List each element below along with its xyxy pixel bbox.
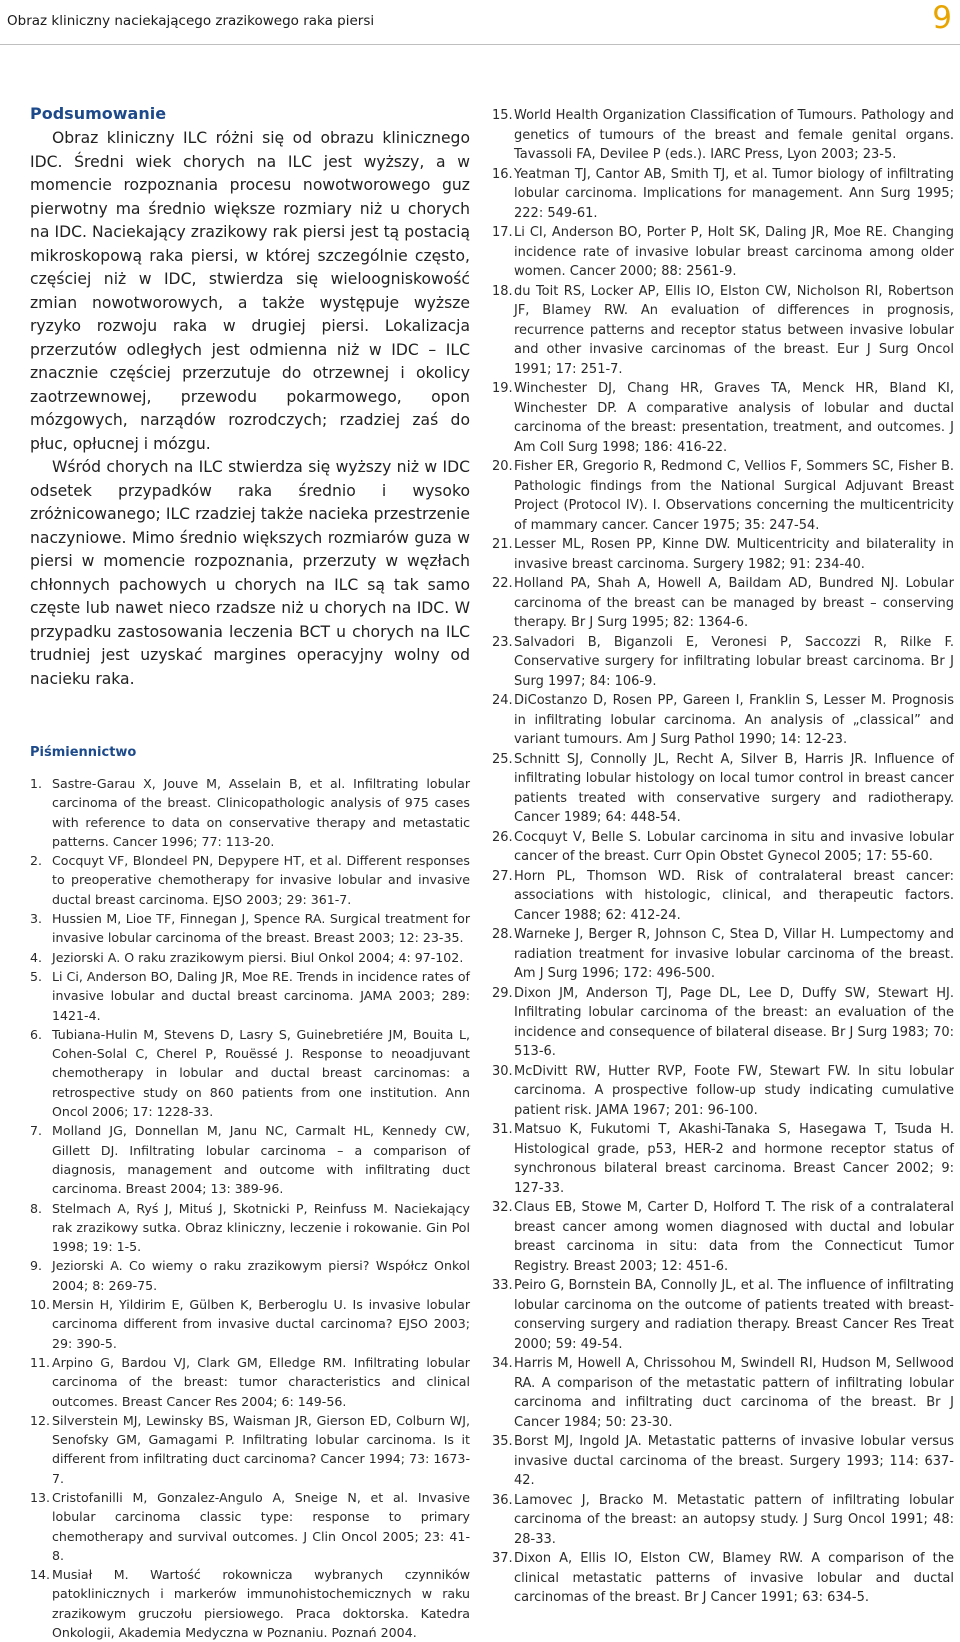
reference-text: McDivitt RW, Hutter RVP, Foote FW, Stewart FW. In situ lobular carcinoma. A prospective follow-up study indicating cumulative patient risk. JAMA 1967; 201: 96-100. [514, 1063, 954, 1118]
reference-text: DiCostanzo D, Rosen PP, Gareen I, Franklin S, Lesser M. Prognosis in infiltrating lobular carcinoma. An analysis of „classical” and variant tumours. Am J Surg Pathol 1990; 14: 12-23. [514, 693, 954, 747]
reference-text: Tubiana-Hulin M, Stevens D, Lasry S, Guinebretiére JM, Bouita L, Cohen-Solal C, Cherel P, Rouëssé J. Response to neoadjuvant chemotherapy in lobular and ductal breast carcinomas: a retrospective study on 860 patients from one institution. Ann Oncol 2006; 17: 1228-33. [52, 1026, 470, 1120]
reference-text: Stelmach A, Ryś J, Mituś J, Skotnicki P, Reinfuss M. Naciekający rak zrazikowy sutka. Obraz kliniczny, leczenie i rokowanie. Gin Pol 1998; 19: 1-5. [52, 1200, 470, 1255]
reference-number: 3. [30, 911, 43, 927]
reference-number: 26. [492, 829, 513, 845]
reference-item [492, 1120, 954, 1198]
reference-text: Musiał M. Wartość rokownicza wybranych czynników patoklinicznych i markerów immunohistochemicznych w raku zrazikowym gruczołu piersiowego. Praca doktorska. Katedra Onkologii, Akademia Medyczna w Poznaniu. Poznań 2004. [52, 1567, 470, 1641]
reference-number: 8. [30, 1200, 43, 1216]
reference-item [492, 1354, 954, 1432]
reference-number: 22. [492, 576, 513, 591]
references-list-right [492, 106, 954, 1608]
reference-item [492, 165, 954, 224]
reference-text: Harris M, Howell A, Chrissohou M, Swindell RI, Hudson M, Sellwood RA. A comparison of the metastatic pattern of infiltrating lobular carcinoma and infiltrating duct carcinoma of the breast. Br J Cancer 1984; 50: 23-30. [514, 1356, 954, 1430]
reference-item [492, 1432, 954, 1491]
reference-item [30, 1256, 470, 1295]
reference-item [30, 1353, 470, 1411]
reference-number: 32. [492, 1200, 513, 1215]
reference-number: 16. [492, 166, 513, 182]
reference-text: Borst MJ, Ingold JA. Metastatic patterns of invasive lobular versus invasive ductal carcinoma of the breast. Surgery 1993; 114: 637-42. [514, 1434, 954, 1488]
reference-number: 17. [492, 225, 513, 240]
reference-item [492, 223, 954, 282]
reference-text: Warneke J, Berger R, Johnson C, Stea D, Villar H. Lumpectomy and radiation treatment for invasive lobular carcinoma of the breast. Am J Surg 1996; 172: 496-500. [514, 927, 954, 981]
reference-number: 7. [30, 1123, 43, 1139]
reference-item [30, 1295, 470, 1353]
reference-number: 9. [30, 1258, 43, 1274]
reference-number: 10. [30, 1297, 51, 1313]
reference-text: Peiro G, Bornstein BA, Connolly JL, et al. The influence of infiltrating lobular carcinoma on the outcome of patients treated with breast-conserving surgery and radiation therapy. Breast Cancer Res Treat 2000; 59: 49-54. [514, 1278, 954, 1352]
reference-text: Claus EB, Stowe M, Carter D, Holford T. The risk of a contralateral breast cancer among women diagnosed with ductal and lobular breast carcinoma in situ: data from the Connecticut Tumor Registry. Breast 2003; 12: 451-6. [514, 1200, 954, 1274]
reference-item [30, 1565, 470, 1642]
reference-text: Jeziorski A. Co wiemy o raku zrazikowym piersi? Współcz Onkol 2004; 8: 269-75. [52, 1258, 470, 1293]
reference-item [30, 1411, 470, 1488]
reference-item [492, 828, 954, 867]
running-title: Obraz kliniczny naciekającego zrazikowego raka piersi [7, 13, 375, 29]
reference-number: 35. [492, 1434, 513, 1449]
reference-number: 19. [492, 381, 513, 396]
reference-item [492, 379, 954, 457]
reference-item [30, 851, 470, 909]
reference-text: Molland JG, Donnellan M, Janu NC, Carmalt HL, Kennedy CW, Gillett DJ. Infiltrating lobular carcinoma – a comparison of diagnosis, management and outcome with infiltrating duct carcinoma. Breast 2004; 13: 389-96. [52, 1123, 470, 1197]
summary-paragraph: Obraz kliniczny ILC różni się od obrazu klinicznego IDC. Średni wiek chorych na ILC jest wyższy, a w momencie rozpoznania procesu nowotworowego guz pierwotny ma średnio większe rozmiary niż u chorych na IDC. Naciekający zrazikowy rak piersi jest tą postacią mikroskopową raka piersi, w której szczególnie często, częściej niż w IDC, stwierdza się wieloogniskowość zmian nowotworowych, a także występuje wyższe ryzyko rozwoju raka w drugiej piersi. Lokalizacja przerzutów odległych jest odmienna niż w IDC – ILC znacznie częściej przerzutuje do otrzewnej i okolicy zaotrzewnowej, przewodu pokarmowego, opon mózgowych, narządów rozrodczych; rzadziej zaś do płuc, opłucnej i mózgu. [30, 129, 470, 453]
reference-item [492, 750, 954, 828]
reference-number: 21. [492, 537, 513, 552]
reference-text: Cocquyt VF, Blondeel PN, Depypere HT, et al. Different responses to preoperative chemotherapy for invasive lobular and invasive ductal breast carcinoma. EJSO 2003; 29: 361-7. [52, 853, 470, 907]
reference-number: 28. [492, 927, 513, 942]
reference-item [30, 1488, 470, 1565]
reference-text: Lamovec J, Bracko M. Metastatic pattern of infiltrating lobular carcinoma of the breast: an autopsy study. J Surg Oncol 1991; 48: 28-33. [514, 1492, 954, 1547]
reference-number: 24. [492, 693, 513, 708]
reference-item [30, 967, 470, 1025]
reference-text: Mersin H, Yildirim E, Gülben K, Berberoglu U. Is invasive lobular carcinoma different from invasive ductal carcinoma? EJSO 2003; 29: 390-5. [52, 1297, 470, 1351]
reference-item [492, 457, 954, 535]
reference-text: Silverstein MJ, Lewinsky BS, Waisman JR, Gierson ED, Colburn WJ, Senofsky GM, Gamagami P. Infiltrating lobular carcinoma. Is it different from infiltrating duct carcinoma? Cancer 1994; 73: 1673-7. [52, 1412, 470, 1486]
reference-number: 15. [492, 108, 513, 123]
reference-text: Matsuo K, Fukutomi T, Akashi-Tanaka S, Hasegawa T, Tsuda H. Histological grade, p53, HER-2 and hormone receptor status of synchronous bilateral breast carcinoma. Breast Cancer 2002; 9: 127-33. [514, 1122, 954, 1196]
reference-item [492, 925, 954, 984]
reference-number: 36. [492, 1492, 513, 1508]
references-heading: Piśmiennictwo [30, 745, 137, 760]
summary-body [30, 127, 470, 691]
reference-number: 5. [30, 968, 43, 984]
reference-item [492, 282, 954, 380]
reference-text: Dixon JM, Anderson TJ, Page DL, Lee D, Duffy SW, Stewart HJ. Infiltrating lobular carcinoma of the breast: an evaluation of the incidence and consequence of bilateral disease. Br J Surg 1983; 70: 513-6. [514, 985, 954, 1059]
reference-item [492, 1276, 954, 1354]
reference-number: 34. [492, 1356, 513, 1371]
reference-number: 27. [492, 868, 513, 884]
right-column [492, 106, 954, 1608]
reference-item [30, 948, 470, 967]
reference-number: 29. [492, 985, 513, 1001]
page-number: 9 [932, 0, 952, 36]
reference-text: World Health Organization Classification of Tumours. Pathology and genetics of tumours of the breast and female genital organs. Tavassoli FA, Devilee P (eds.). IARC Press, Lyon 2003; 23-5. [514, 108, 954, 162]
reference-text: Fisher ER, Gregorio R, Redmond C, Vellios F, Sommers SC, Fisher B. Pathologic findings from the National Surgical Adjuvant Breast Project (Protocol IV). I. Observations concerning the multicentricity of mammary cancer. Cancer 1975; 35: 247-54. [514, 459, 954, 533]
reference-number: 23. [492, 634, 513, 650]
reference-text: Horn PL, Thomson WD. Risk of contralateral breast cancer: associations with histologic, clinical, and therapeutic factors. Cancer 1988; 62: 412-24. [514, 868, 954, 923]
reference-number: 31. [492, 1122, 513, 1137]
reference-item [30, 1199, 470, 1257]
left-column [30, 104, 470, 1642]
reference-item [492, 1198, 954, 1276]
reference-item [492, 691, 954, 750]
reference-item [30, 1121, 470, 1198]
reference-text: Li Ci, Anderson BO, Daling JR, Moe RE. Trends in incidence rates of invasive lobular and ductal breast carcinoma. JAMA 2003; 289: 1421-4. [52, 968, 470, 1023]
summary-paragraph: Wśród chorych na ILC stwierdza się wyższy niż w IDC odsetek przypadków raka średnio i wysoko zróżnicowanego; ILC rzadziej także nacieka przestrzenie naczyniowe. Mimo średnio większych rozmiarów guza w piersi w momencie rozpoznania, przerzuty w węzłach chłonnych pachowych u chorych na ILC są tak samo częste lub nawet nieco rzadsze niż u chorych na IDC. W przypadku zastosowania leczenia BCT u chorych na ILC trudniej jest uzyskać margines operacyjny wolny od nacieku raka. [30, 458, 470, 688]
reference-item [492, 574, 954, 633]
reference-item [492, 1491, 954, 1550]
reference-number: 33. [492, 1278, 513, 1293]
reference-item [492, 1062, 954, 1121]
reference-text: Cristofanilli M, Gonzalez-Angulo A, Sneige N, et al. Invasive lobular carcinoma classic type: response to primary chemotherapy and survival outcomes. J Clin Oncol 2005; 23: 41-8. [52, 1489, 470, 1563]
reference-text: Arpino G, Bardou VJ, Clark GM, Elledge RM. Infiltrating lobular carcinoma of the breast: tumor characteristics and clinical outcomes. Breast Cancer Res 2004; 6: 149-56. [52, 1354, 470, 1409]
reference-text: Cocquyt V, Belle S. Lobular carcinoma in situ and invasive lobular cancer of the breast. Curr Opin Obstet Gynecol 2005; 17: 55-60. [514, 829, 954, 864]
reference-text: Sastre-Garau X, Jouve M, Asselain B, et al. Infiltrating lobular carcinoma of the breast. Clinicopathologic analysis of 975 cases with reference to data on conservative therapy and metastatic patterns. Cancer 1996; 77: 113-20. [52, 776, 470, 849]
reference-item [30, 909, 470, 948]
reference-number: 13. [30, 1489, 51, 1505]
reference-text: Dixon A, Ellis IO, Elston CW, Blamey RW. A comparison of the clinical metastatic patterns of invasive lobular and ductal carcinomas of the breast. Br J Cancer 1991; 63: 634-5. [514, 1551, 954, 1605]
reference-item [492, 867, 954, 926]
reference-text: du Toit RS, Locker AP, Ellis IO, Elston CW, Nicholson RI, Robertson JF, Blamey RW. An evaluation of differences in prognosis, recurrence patterns and receptor status between invasive lobular and other invasive carcinomas of the breast. Eur J Surg Oncol 1991; 17: 251-7. [514, 283, 954, 377]
reference-number: 12. [30, 1412, 51, 1428]
reference-item [30, 1025, 470, 1121]
reference-item [30, 774, 470, 851]
reference-text: Holland PA, Shah A, Howell A, Baildam AD, Bundred NJ. Lobular carcinoma of the breast can be managed by breast – conserving therapy. Br J Surg 1995; 82: 1364-6. [514, 576, 954, 630]
reference-text: Salvadori B, Biganzoli E, Veronesi P, Saccozzi R, Rilke F. Conservative surgery for infiltrating lobular breast carcinoma. Br J Surg 1997; 84: 106-9. [514, 634, 954, 689]
reference-number: 14. [30, 1567, 51, 1583]
reference-number: 2. [30, 853, 43, 869]
reference-item [492, 106, 954, 165]
reference-number: 30. [492, 1063, 513, 1079]
reference-item [492, 984, 954, 1062]
reference-text: Hussien M, Lioe TF, Finnegan J, Spence RA. Surgical treatment for invasive lobular carcinoma of the breast. Breast 2003; 12: 23-35. [52, 911, 470, 946]
reference-number: 20. [492, 459, 513, 474]
running-header [0, 0, 960, 45]
reference-number: 25. [492, 751, 513, 767]
reference-number: 6. [30, 1026, 43, 1042]
reference-text: Yeatman TJ, Cantor AB, Smith TJ, et al. Tumor biology of infiltrating lobular carcinoma. Implications for management. Ann Surg 1995; 222: 549-61. [514, 166, 954, 221]
reference-item [492, 633, 954, 692]
section-heading-summary: Podsumowanie [30, 104, 167, 123]
reference-number: 18. [492, 283, 513, 299]
reference-text: Li CI, Anderson BO, Porter P, Holt SK, Daling JR, Moe RE. Changing incidence rate of invasive lobular breast carcinoma among older women. Cancer 2000; 88: 2561-9. [514, 225, 954, 279]
reference-text: Schnitt SJ, Connolly JL, Recht A, Silver B, Harris JR. Influence of infiltrating lobular histology on local tumor control in breast cancer patients treated with conservative surgery and radiotherapy. Cancer 1989; 64: 448-54. [514, 751, 954, 825]
reference-number: 1. [30, 776, 43, 791]
reference-text: Lesser ML, Rosen PP, Kinne DW. Multicentricity and bilaterality in invasive breast carcinoma. Surgery 1982; 91: 234-40. [514, 537, 954, 572]
reference-item [492, 535, 954, 574]
reference-text: Jeziorski A. O raku zrazikowym piersi. Biul Onkol 2004; 4: 97-102. [52, 949, 464, 965]
reference-text: Winchester DJ, Chang HR, Graves TA, Menck HR, Bland KI, Winchester DP. A comparative analysis of lobular and ductal carcinoma of the breast: presentation, treatment, and outcomes. J Am Coll Surg 1998; 186: 416-22. [514, 381, 954, 455]
reference-number: 11. [30, 1354, 51, 1370]
reference-number: 4. [30, 949, 43, 965]
reference-number: 37. [492, 1551, 513, 1566]
reference-item [492, 1549, 954, 1608]
